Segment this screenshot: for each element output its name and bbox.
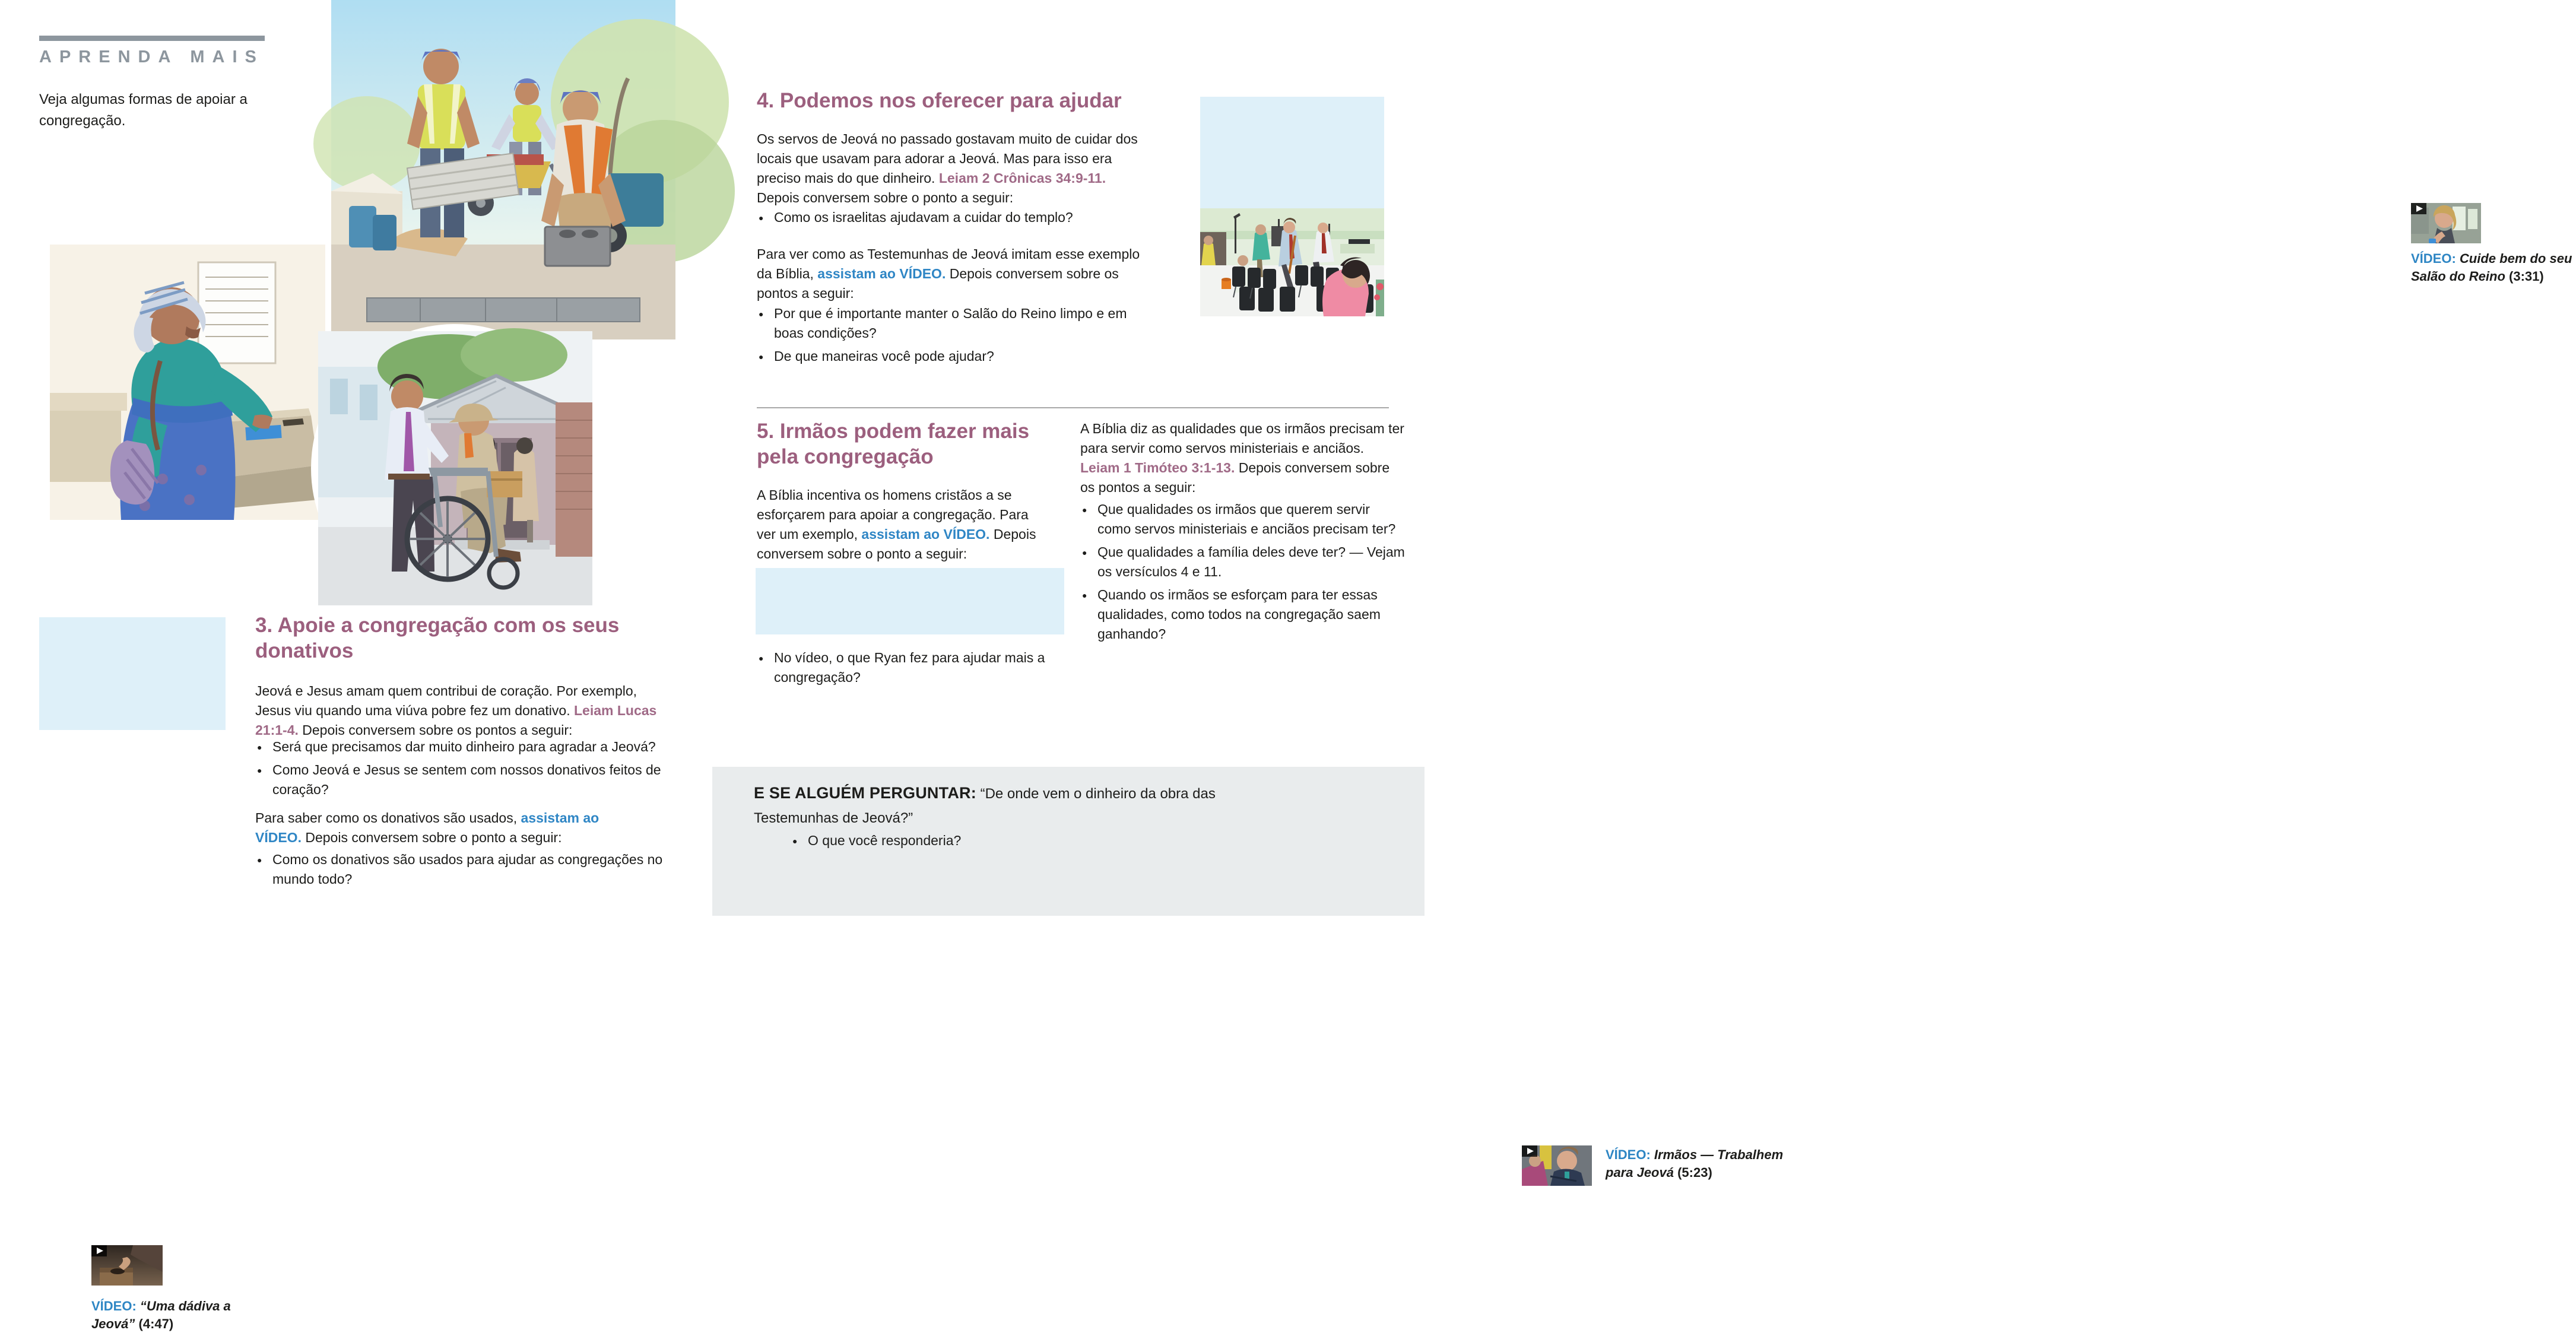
section-5-right-paragraph [1080, 419, 1406, 497]
section-4-paragraph-2 [757, 245, 1146, 303]
text-run: Como os donativos são usados para ajudar as congregações no mundo todo? [272, 852, 663, 887]
section-5-bullet [757, 648, 1048, 691]
text-run: Depois conversem sobre o ponto a seguir: [757, 526, 1036, 561]
bullet-item [757, 648, 1048, 687]
thumbnail-art [91, 1245, 163, 1286]
donation-illustration-art [50, 245, 325, 520]
bullet-text [774, 348, 994, 364]
text-run: E SE ALGUÉM PERGUNTAR: [754, 784, 976, 802]
section-3-heading: 3. Apoie a congregação com os seus donativos [255, 614, 620, 662]
text-run: Os servos de Jeová no passado gostavam muito de cuidar dos locais que usavam para adorar a Jeová. Mas para isso era preciso mais do que dinheiro. [757, 131, 1138, 186]
thumbnail-art [1522, 1145, 1592, 1186]
video-thumbnail-uma-dadiva[interactable] [91, 1245, 163, 1286]
text-run: Como os israelitas ajudavam a cuidar do templo? [774, 210, 1073, 225]
wheelchair-illustration [311, 324, 599, 612]
bullet-item [757, 347, 1146, 366]
section-3-bullets-2 [255, 850, 671, 893]
text-run: Que qualidades a família deles deve ter? — Vejam os versículos 4 e 11. [1097, 544, 1405, 579]
construction-illustration [331, 0, 675, 339]
play-icon[interactable] [91, 1245, 107, 1256]
bullet-text [808, 833, 961, 848]
video-link[interactable]: assistam ao VÍDEO. [861, 526, 990, 542]
bullet-text [1097, 587, 1381, 642]
bullet-text [272, 739, 656, 754]
bullet-text [774, 210, 1073, 225]
text-run: Será que precisamos dar muito dinheiro para agradar a Jeová? [272, 739, 656, 754]
text-run: VÍDEO: [1606, 1147, 1651, 1162]
bullet-item [757, 208, 1146, 227]
construction-illustration-art [331, 0, 675, 339]
text-run: Como Jeová e Jesus se sentem com nossos donativos feitos de coração? [272, 762, 661, 797]
text-run: Jeová e Jesus amam quem contribui de coração. Por exemplo, Jesus viu quando uma viúva pobre fez um donativo. [255, 683, 637, 718]
cleaning-photo-art [1200, 208, 1384, 316]
section-divider-line [757, 407, 1389, 408]
bullet-text [272, 852, 662, 887]
video-caption [91, 1297, 255, 1333]
text-run: A Bíblia diz as qualidades que os irmãos precisam ter para servir como servos ministeriais e anciãos. [1080, 421, 1404, 456]
text-run: Por que é importante manter o Salão do Reino limpo e em boas condições? [774, 306, 1127, 341]
section-5-heading: 5. Irmãos podem fazer mais pela congregação [757, 420, 1030, 468]
scripture-link[interactable]: Leiam 2 Crônicas 34:9-11. [938, 170, 1106, 186]
text-run: No vídeo, o que Ryan fez para ajudar mais a congregação? [774, 650, 1045, 685]
block-wall [367, 298, 640, 322]
section-4-heading: 4. Podemos nos oferecer para ajudar [757, 89, 1122, 112]
bullet-text [272, 762, 661, 797]
video-caption [2411, 250, 2576, 285]
if-someone-asks-bullet [791, 831, 1099, 854]
section-4-bullets [757, 304, 1146, 370]
if-someone-asks-text [754, 781, 1235, 830]
bullet-item [757, 304, 1146, 343]
wheelchair-illustration-art [318, 331, 592, 605]
video-link[interactable]: assistam ao VÍDEO. [255, 810, 599, 845]
text-run: Depois conversem sobre os pontos a seguir: [757, 266, 1119, 301]
video-thumbnail-cuide-bem[interactable] [2411, 203, 2481, 243]
scripture-link[interactable]: Leiam 1 Timóteo 3:1-13. [1080, 460, 1235, 475]
text-run: Depois conversem sobre o ponto a seguir: [301, 830, 562, 845]
text-run: Depois conversem sobre o ponto a seguir: [757, 190, 1014, 205]
section-3-bullets [255, 737, 671, 803]
text-run: Depois conversem sobre os pontos a seguir: [1080, 460, 1390, 495]
text-run: A Bíblia incentiva os homens cristãos a se esforçarem para apoiar a congregação. Para ver um exemplo, [757, 487, 1029, 542]
section-5-paragraph [757, 485, 1048, 564]
text-run: Depois conversem sobre os pontos a seguir: [298, 722, 573, 738]
text-run: “De onde vem o dinheiro da obra das Testemunhas de Jeová?” [754, 786, 1216, 826]
text-run: Quando os irmãos se esforçam para ter essas qualidades, como todos na congregação saem ganhando? [1097, 587, 1381, 642]
donation-illustration [43, 237, 332, 527]
text-run: (5:23) [1673, 1165, 1712, 1180]
text-run: Que qualidades os irmãos que querem servir como servos ministeriais e anciãos precisam ter? [1097, 502, 1396, 537]
video-thumbnail-irmaos[interactable] [1522, 1145, 1592, 1186]
page-title: APRENDA MAIS [39, 47, 264, 66]
bullet-item [255, 760, 671, 799]
text-run: Irmãos — Trabalhem para Jeová [1606, 1147, 1784, 1180]
play-icon[interactable] [2411, 203, 2426, 214]
bullet-item [791, 831, 1099, 850]
section-4-bullet-1 [757, 208, 1146, 231]
section-4-paragraph-1 [757, 129, 1146, 208]
bullet-item [1080, 542, 1406, 582]
text-run: “Uma dádiva a Jeová” [91, 1299, 231, 1331]
bullet-text [1097, 502, 1395, 537]
text-run: O que você responderia? [808, 833, 962, 848]
text-run: VÍDEO: [91, 1299, 137, 1313]
section-divider-bar [39, 36, 265, 41]
section-3-paragraph-1 [255, 681, 671, 740]
video-caption [1606, 1146, 1807, 1182]
intro-text: Veja algumas formas de apoiar a congregação. [39, 91, 248, 129]
bullet-text [1097, 544, 1405, 579]
video-box-donation[interactable] [39, 617, 231, 1331]
text-run: Para ver como as Testemunhas de Jeová imitam esse exemplo da Bíblia, [757, 246, 1140, 281]
video-link[interactable]: assistam ao VÍDEO. [817, 266, 946, 281]
section-3-paragraph-2 [255, 808, 647, 848]
bullet-item [255, 737, 671, 757]
thumbnail-art [2411, 203, 2481, 243]
bullet-item [1080, 585, 1406, 644]
text-run: Para saber como os donativos são usados, [255, 810, 521, 826]
text-run: De que maneiras você pode ajudar? [774, 348, 994, 364]
text-run: (3:31) [2505, 269, 2544, 284]
text-run: (4:47) [135, 1316, 174, 1331]
bullet-text [774, 306, 1127, 341]
play-icon[interactable] [1522, 1145, 1537, 1157]
bullet-text [774, 650, 1045, 685]
video-box-kingdom-hall[interactable] [1200, 97, 2572, 284]
bullet-item [1080, 500, 1406, 539]
kingdom-hall-cleaning-photo [1200, 208, 1384, 316]
kingdom-hall-building [416, 376, 592, 557]
section-5-right-bullets [1080, 500, 1406, 648]
text-run: Cuide bem do seu Salão do Reino [2411, 251, 2572, 284]
scripture-link[interactable]: Leiam Lucas 21:1-4. [255, 703, 657, 738]
text-run: VÍDEO: [2411, 251, 2456, 266]
bullet-item [255, 850, 671, 889]
